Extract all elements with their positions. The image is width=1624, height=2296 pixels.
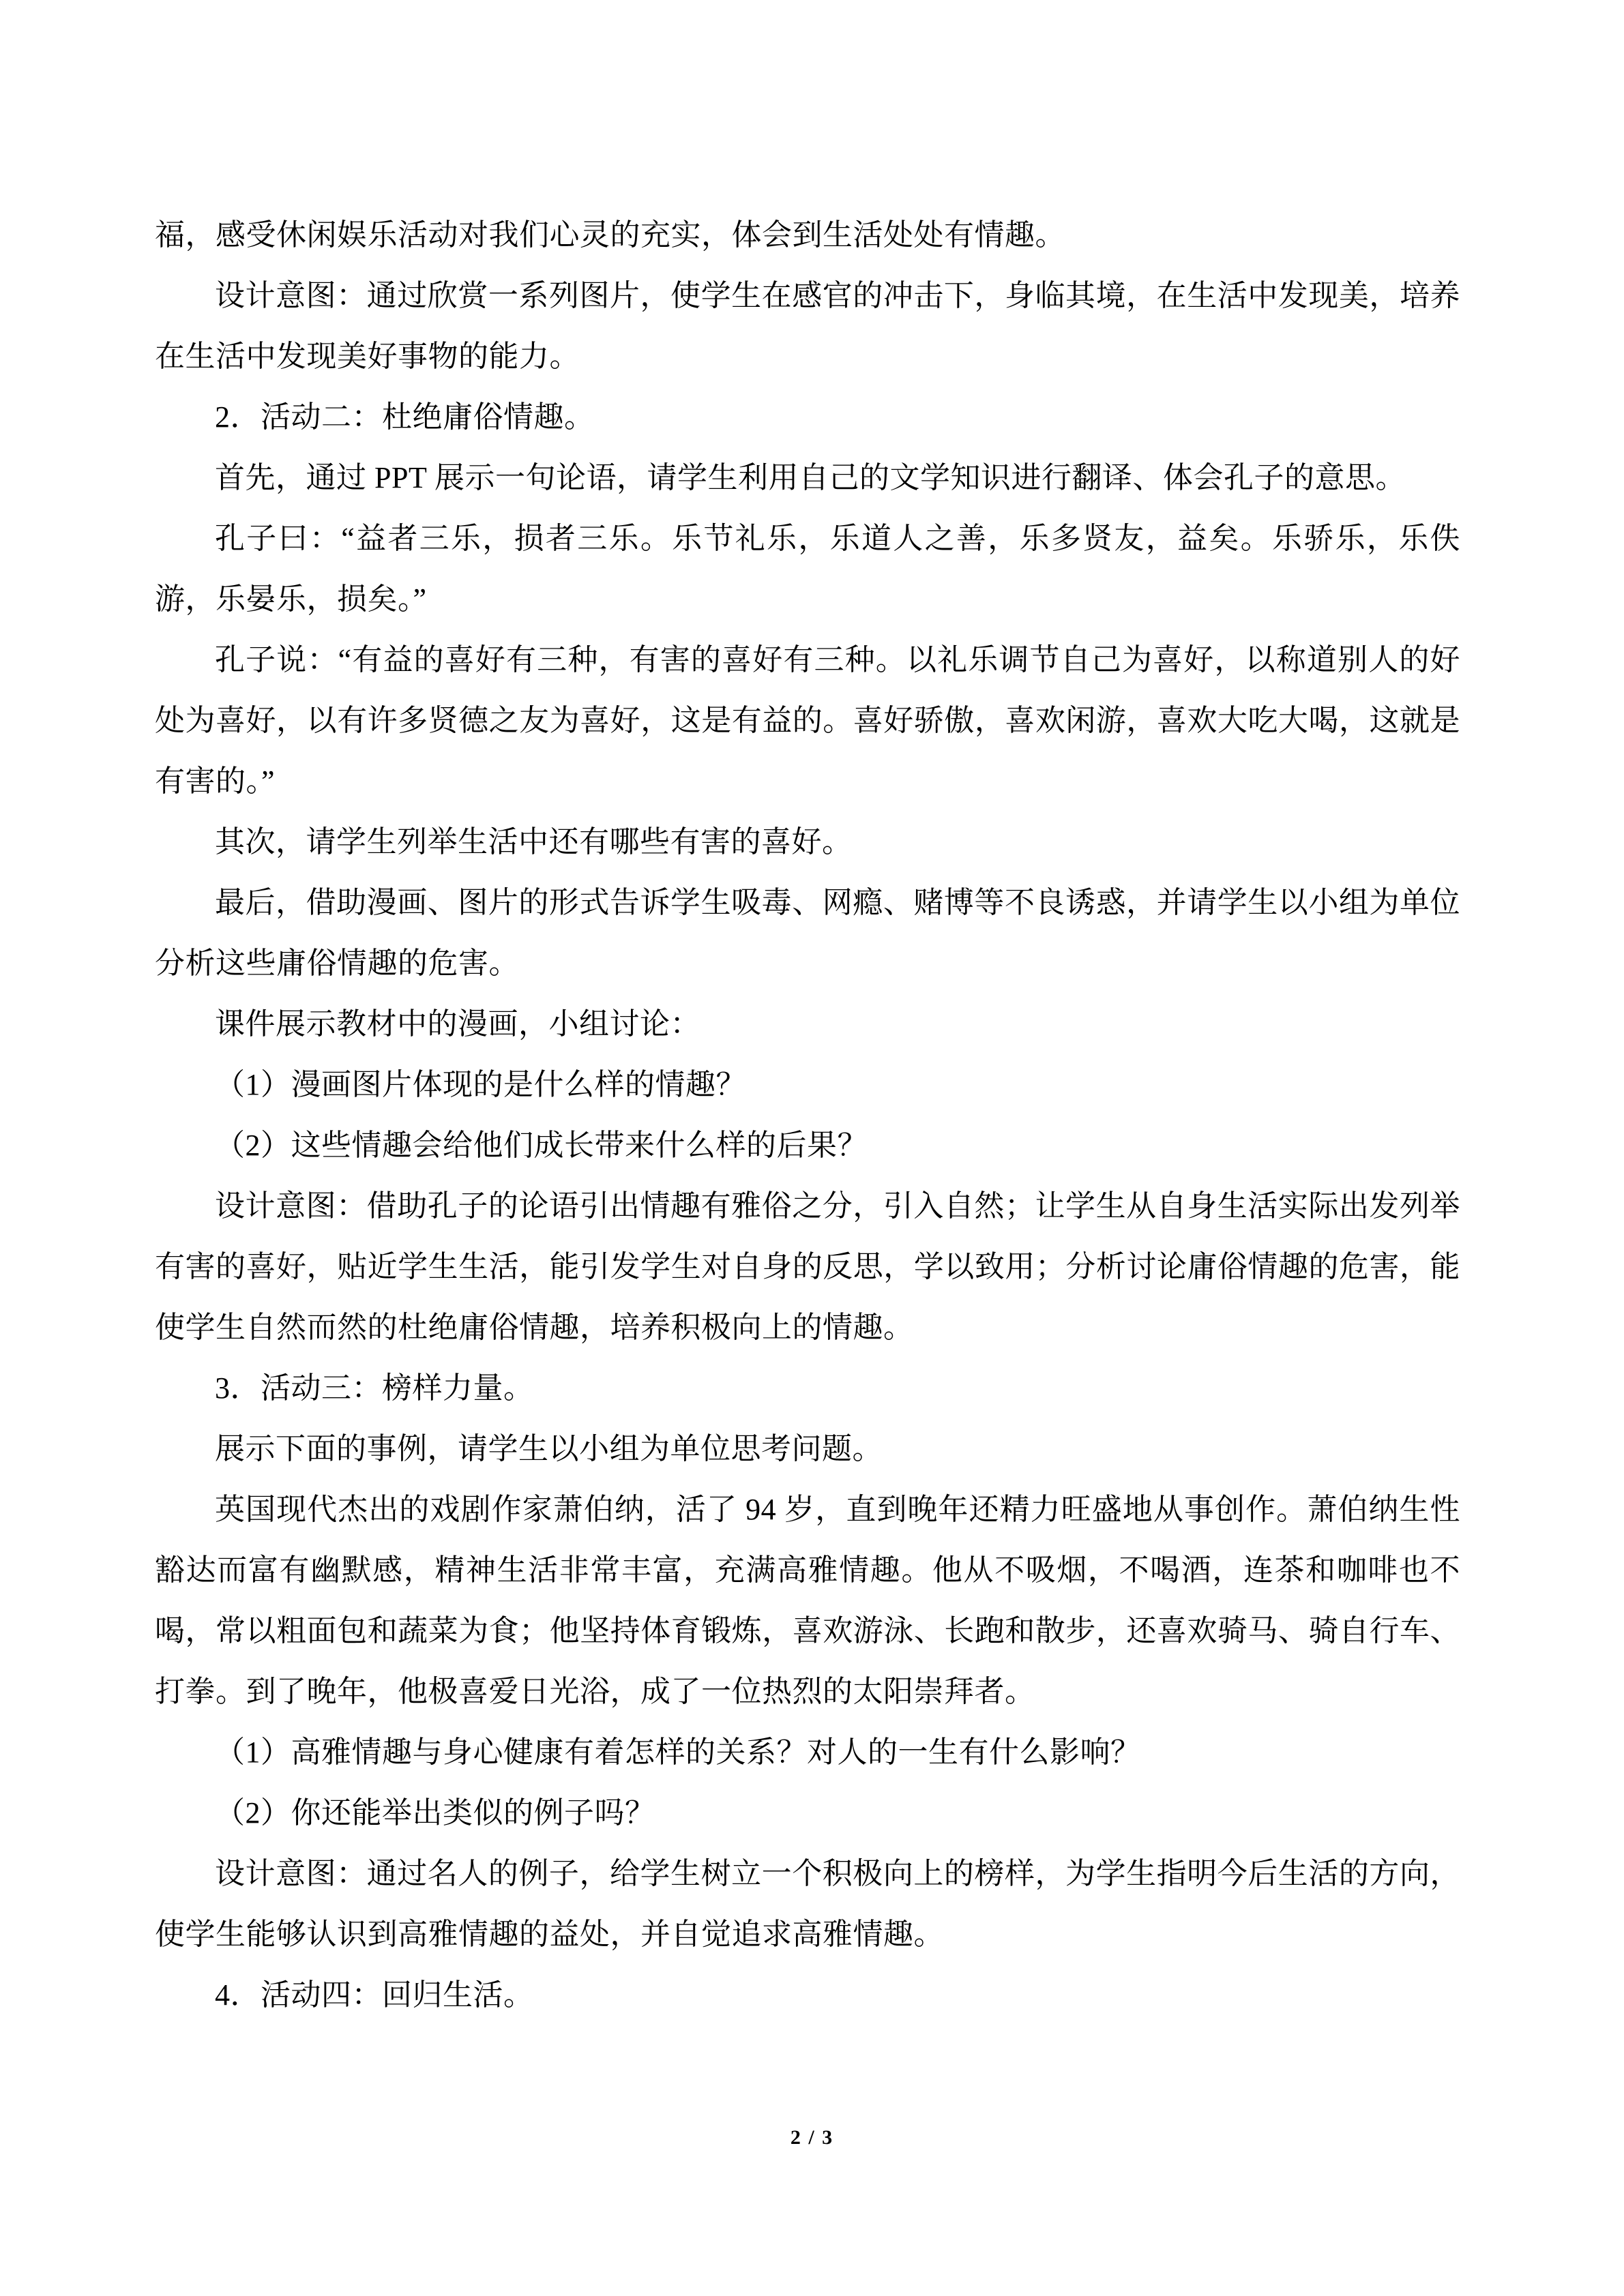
paragraph: 4．活动四：回归生活。 (215, 1978, 534, 2012)
paragraph: 最后，借助漫画、图片的形式告诉学生吸毒、网瘾、赌博等不良诱惑，并请学生以小组为单位分析这些庸俗情趣的危害。 (155, 886, 1460, 980)
paragraph: 展示下面的事例，请学生以小组为单位思考问题。 (215, 1432, 883, 1465)
paragraph: 首先，通过 PPT 展示一句论语，请学生利用自己的文学知识进行翻译、体会孔子的意思。 (215, 461, 1406, 494)
paragraph: （2）这些情趣会给他们成长带来什么样的后果？ (215, 1129, 868, 1162)
paragraph: （1）漫画图片体现的是什么样的情趣？ (215, 1068, 746, 1101)
paragraph: 英国现代杰出的戏剧作家萧伯纳，活了 94 岁，直到晚年还精力旺盛地从事创作。萧伯纳生性豁达而富有幽默感，精神生活非常丰富，充满高雅情趣。他从不吸烟，不喝酒，连茶和咖啡也不喝，常以粗面包和蔬菜为食；他坚持体育锻炼，喜欢游泳、长跑和散步，还喜欢骑马、骑自行车、打拳。到了晚年，他极喜爱日光浴，成了一位热烈的太阳崇拜者。 (155, 1493, 1460, 1708)
paragraph: 3．活动三：榜样力量。 (215, 1371, 534, 1405)
paragraph: 课件展示教材中的漫画，小组讨论： (215, 1007, 700, 1041)
paragraph: （1）高雅情趣与身心健康有着怎样的关系？对人的一生有什么影响？ (215, 1735, 1141, 1769)
paragraph: 设计意图：借助孔子的论语引出情趣有雅俗之分，引入自然；让学生从自身生活实际出发列举有害的喜好，贴近学生生活，能引发学生对自身的反思，学以致用；分析讨论庸俗情趣的危害，能使学生自然而然的杜绝庸俗情趣，培养积极向上的情趣。 (155, 1189, 1460, 1344)
paragraph: （2）你还能举出类似的例子吗？ (215, 1796, 655, 1830)
page-content (155, 205, 1460, 2025)
page-footer (0, 2126, 1624, 2149)
paragraph: 2．活动二：杜绝庸俗情趣。 (215, 400, 595, 434)
paragraph: 其次，请学生列举生活中还有哪些有害的喜好。 (215, 825, 853, 859)
paragraph: 福，感受休闲娱乐活动对我们心灵的充实，体会到生活处处有情趣。 (155, 218, 1065, 252)
paragraph: 设计意图：通过欣赏一系列图片，使学生在感官的冲击下，身临其境，在生活中发现美，培养在生活中发现美好事物的能力。 (155, 279, 1460, 373)
page-number: 2 / 3 (790, 2126, 834, 2149)
paragraph: 孔子说：“有益的喜好有三种，有害的喜好有三种。以礼乐调节自己为喜好，以称道别人的好处为喜好，以有许多贤德之友为喜好，这是有益的。喜好骄傲，喜欢闲游，喜欢大吃大喝，这就是有害的。” (155, 643, 1460, 798)
paragraph: 设计意图：通过名人的例子，给学生树立一个积极向上的榜样，为学生指明今后生活的方向，使学生能够认识到高雅情趣的益处，并自觉追求高雅情趣。 (155, 1857, 1460, 1951)
paragraph: 孔子曰：“益者三乐，损者三乐。乐节礼乐，乐道人之善，乐多贤友，益矣。乐骄乐，乐佚游，乐晏乐，损矣。” (155, 522, 1460, 616)
